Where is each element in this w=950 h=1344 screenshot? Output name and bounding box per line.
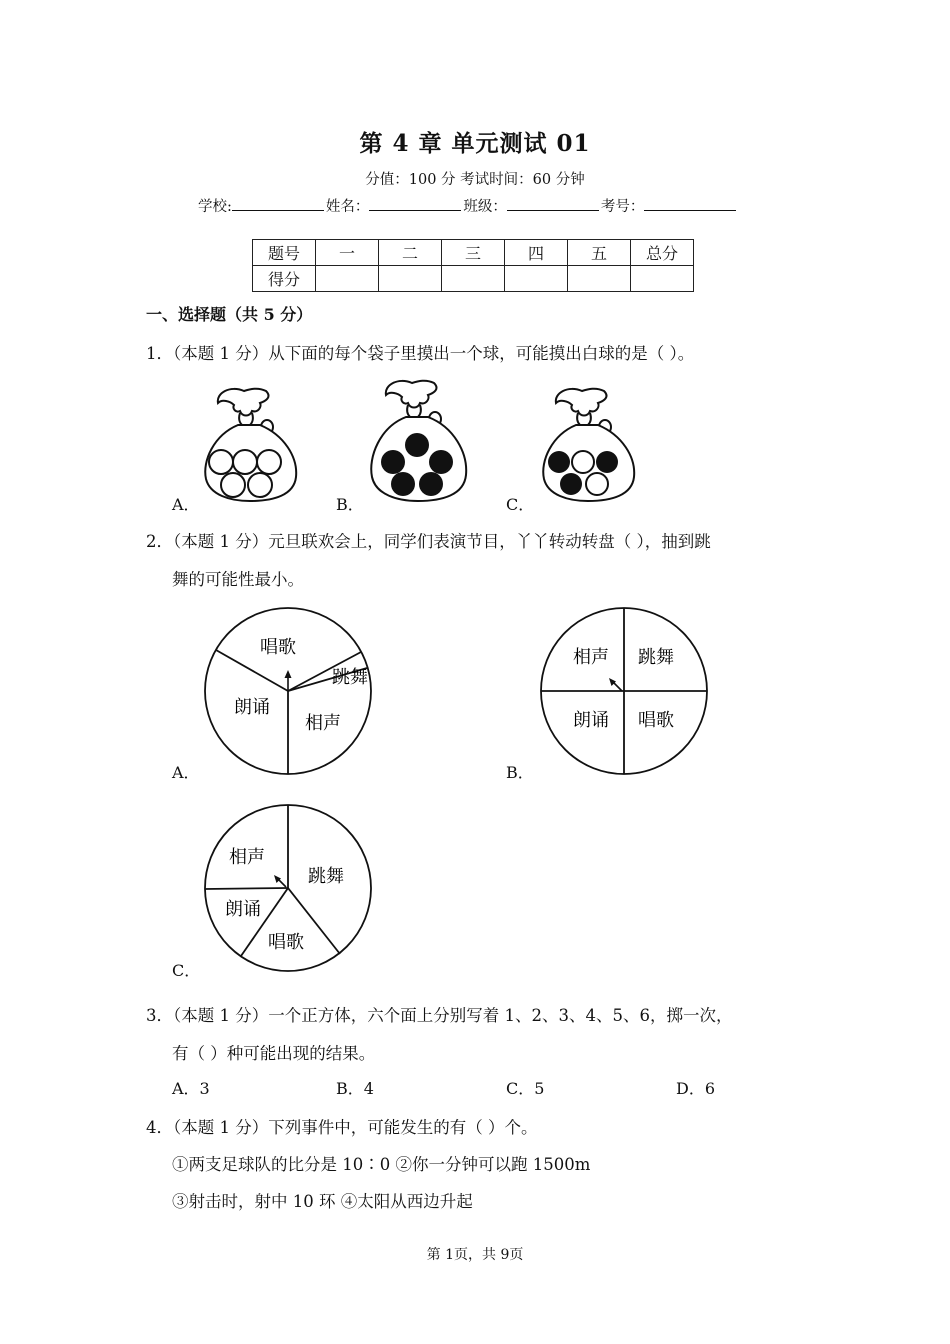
spinner-label: 朗诵 xyxy=(234,697,270,718)
spinner-label: 唱歌 xyxy=(260,637,296,658)
school-label: 学校: xyxy=(198,199,232,215)
score-cell: 三 xyxy=(442,240,505,266)
score-cell: 题号 xyxy=(253,240,316,266)
name-label: 姓名： xyxy=(325,199,370,215)
section-title: 一、选择题（共 5 分） xyxy=(146,305,313,324)
spinner-label: 跳舞 xyxy=(308,866,344,887)
score-table-header-row xyxy=(253,240,694,266)
q4-line3: ③射击时，射中 10 环 ④太阳从西边升起 xyxy=(172,1192,473,1211)
score-input-cell[interactable] xyxy=(631,266,694,292)
score-input-cell[interactable] xyxy=(379,266,442,292)
spinner-label: 跳舞 xyxy=(332,667,368,688)
q4-line1: 4．（本题 1 分）下列事件中，可能发生的有（ ）个。 xyxy=(146,1118,538,1137)
spinner-label: 相声 xyxy=(305,713,341,734)
score-cell: 得分 xyxy=(253,266,316,292)
class-blank[interactable] xyxy=(507,196,599,211)
page-title: 第 4 章 单元测试 01 xyxy=(359,130,591,157)
score-table-score-row xyxy=(253,266,694,292)
class-label: 班级： xyxy=(463,199,507,215)
spinner-b xyxy=(538,606,710,778)
spinner-label: 相声 xyxy=(229,847,265,868)
q1-option-a[interactable]: A． xyxy=(172,495,200,514)
q3-option-c[interactable]: C．5 xyxy=(506,1079,545,1098)
page-footer: 第 1页，共 9页 xyxy=(426,1247,524,1263)
q2-line2: 舞的可能性最小。 xyxy=(172,570,304,589)
spinner-label: 唱歌 xyxy=(268,932,304,953)
spinner-label: 朗诵 xyxy=(573,710,609,731)
q2-option-a[interactable]: A． xyxy=(172,763,200,782)
score-input-cell[interactable] xyxy=(568,266,631,292)
score-input-cell[interactable] xyxy=(505,266,568,292)
q2-line1: 2．（本题 1 分）元旦联欢会上，同学们表演节目，丫丫转动转盘（ ），抽到跳 xyxy=(146,532,711,551)
q1-option-c[interactable]: C． xyxy=(506,495,535,514)
spinner-c xyxy=(200,802,380,978)
q1-option-b[interactable]: B． xyxy=(336,495,364,514)
school-blank[interactable] xyxy=(232,196,324,211)
exam-number-label: 考号： xyxy=(600,199,645,215)
score-table xyxy=(252,239,694,292)
q4-line2: ①两支足球队的比分是 10∶0 ②你一分钟可以跑 1500m xyxy=(172,1155,591,1174)
score-input-cell[interactable] xyxy=(442,266,505,292)
spinner-label: 跳舞 xyxy=(638,647,674,668)
q3-line1: 3．（本题 1 分）一个正方体，六个面上分别写着 1、2、3、4、5、6，掷一次， xyxy=(146,1006,733,1025)
q3-option-a[interactable]: A．3 xyxy=(172,1079,210,1098)
q3-option-d[interactable]: D．6 xyxy=(676,1079,716,1098)
q3-line2: 有（ ）种可能出现的结果。 xyxy=(172,1044,376,1063)
spinner-label: 相声 xyxy=(573,647,609,668)
score-cell: 五 xyxy=(568,240,631,266)
spinner-label: 朗诵 xyxy=(225,899,261,920)
score-cell: 总分 xyxy=(631,240,694,266)
bag-c-icon xyxy=(538,383,638,505)
score-cell: 四 xyxy=(505,240,568,266)
exam-subtitle: 分值：100 分 考试时间：60 分钟 xyxy=(365,172,585,188)
q3-option-b[interactable]: B．4 xyxy=(336,1079,374,1098)
score-cell: 一 xyxy=(316,240,379,266)
q1-text: 1．（本题 1 分）从下面的每个袋子里摸出一个球，可能摸出白球的是（ ）。 xyxy=(146,344,695,363)
bag-b-icon xyxy=(368,373,468,505)
spinner-label: 唱歌 xyxy=(638,710,674,731)
exam-number-blank[interactable] xyxy=(644,196,736,211)
q2-option-c[interactable]: C． xyxy=(172,961,201,980)
q2-option-b[interactable]: B． xyxy=(506,763,534,782)
score-cell: 二 xyxy=(379,240,442,266)
score-input-cell[interactable] xyxy=(316,266,379,292)
spinner-a xyxy=(200,604,380,780)
info-fields xyxy=(198,195,738,216)
bag-a-icon xyxy=(200,383,300,505)
name-blank[interactable] xyxy=(369,196,461,211)
